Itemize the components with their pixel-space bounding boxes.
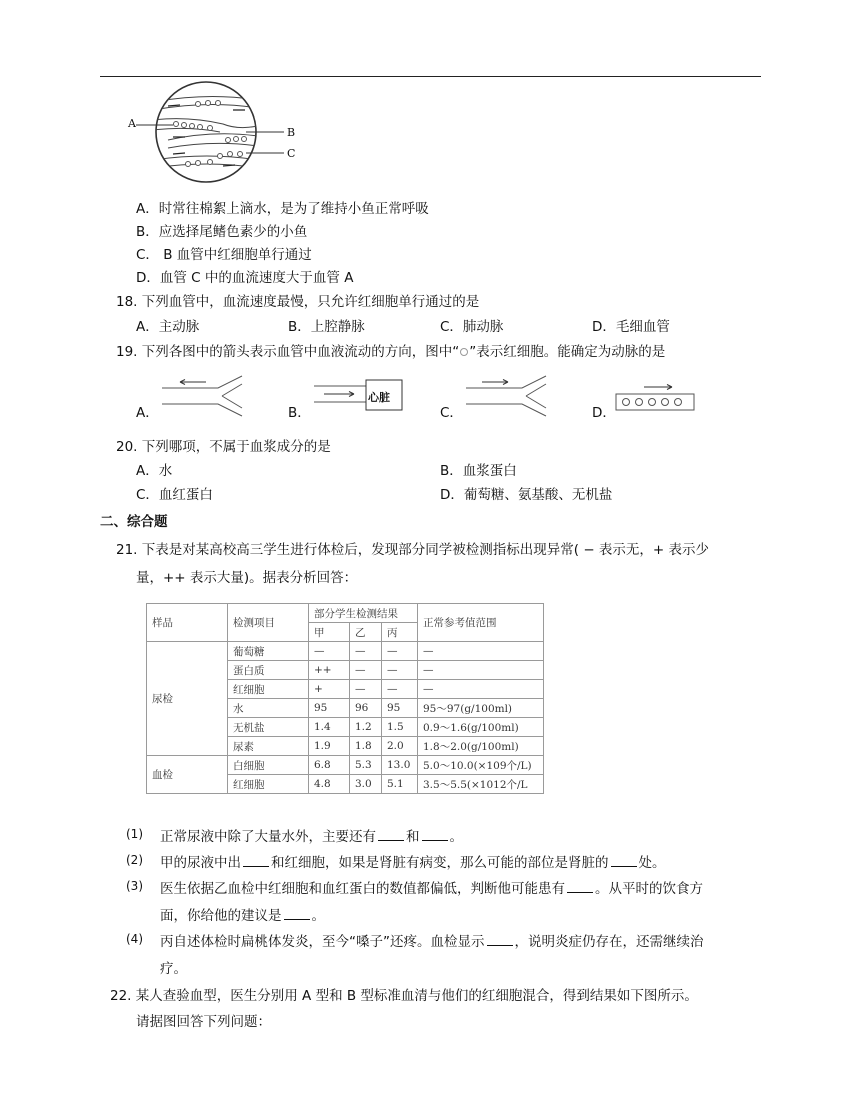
fig-label-c: C bbox=[287, 147, 296, 160]
cell: 无机盐 bbox=[228, 718, 309, 737]
answer-blank[interactable] bbox=[378, 839, 404, 841]
cell: 尿素 bbox=[228, 737, 309, 756]
cell: 红细胞 bbox=[228, 680, 309, 699]
red-cell-icon bbox=[460, 348, 468, 356]
fig-label-b: B bbox=[287, 126, 296, 139]
cell: — bbox=[350, 642, 382, 661]
q21-table bbox=[146, 603, 544, 794]
answer-blank[interactable] bbox=[611, 865, 637, 867]
cell: — bbox=[382, 680, 418, 699]
q21-table-wrap bbox=[146, 603, 544, 794]
cell: 6.8 bbox=[309, 756, 350, 775]
cell: — bbox=[418, 642, 544, 661]
sub2-text-a: 甲的尿液中出 bbox=[160, 855, 241, 871]
cell: — bbox=[350, 661, 382, 680]
q18-stem: 18. 下列血管中，血流速度最慢，只允许红细胞单行通过的是 bbox=[116, 294, 480, 310]
cell: 1.9 bbox=[309, 737, 350, 756]
table-row bbox=[147, 756, 544, 775]
cell: 水 bbox=[228, 699, 309, 718]
cell: 1.5 bbox=[382, 718, 418, 737]
q18-option-d[interactable]: D．毛细血管 bbox=[592, 319, 670, 335]
capillary-figure bbox=[128, 80, 304, 190]
q21-stem-line2: 量，++ 表示大量)。据表分析回答： bbox=[136, 570, 358, 586]
cell: — bbox=[418, 680, 544, 699]
th-ref: 正常参考值范围 bbox=[418, 604, 544, 642]
cell: — bbox=[309, 642, 350, 661]
cell: 95～97(g/100ml) bbox=[418, 699, 544, 718]
answer-blank[interactable] bbox=[284, 918, 310, 920]
answer-blank[interactable] bbox=[422, 839, 448, 841]
table-row bbox=[147, 642, 544, 661]
q18-option-b[interactable]: B．上腔静脉 bbox=[288, 319, 365, 335]
q19-option-b[interactable]: B． bbox=[288, 405, 311, 421]
cell: 2.0 bbox=[382, 737, 418, 756]
cell: — bbox=[382, 642, 418, 661]
group-blood: 血检 bbox=[147, 756, 228, 794]
q19-figure-d bbox=[614, 380, 698, 414]
sub2-text-b: 和红细胞，如果是肾脏有病变，那么可能的部位是肾脏的 bbox=[271, 855, 609, 871]
cell: 95 bbox=[309, 699, 350, 718]
th-results: 部分学生检测结果 bbox=[309, 604, 418, 623]
cell: — bbox=[350, 680, 382, 699]
cell: 1.8 bbox=[350, 737, 382, 756]
table-header-row bbox=[147, 604, 544, 623]
q22-line1: 22. 某人查验血型，医生分别用 A 型和 B 型标准血清与他们的红细胞混合，得到结果如下图所示。 bbox=[110, 988, 698, 1004]
th-sample: 样品 bbox=[147, 604, 228, 642]
th-item: 检测项目 bbox=[228, 604, 309, 642]
cell: 1.2 bbox=[350, 718, 382, 737]
q19-stem-before: 19. 下列各图中的箭头表示血管中血液流动的方向，图中“ bbox=[116, 344, 460, 360]
q20-option-b[interactable]: B．血浆蛋白 bbox=[440, 463, 517, 479]
q19-stem-after: ”表示红细胞。能确定为动脉的是 bbox=[469, 344, 666, 360]
cell: 白细胞 bbox=[228, 756, 309, 775]
q21-stem-line1: 21. 下表是对某高校高三学生进行体检后，发现部分同学被检测指标出现异常( − 表示无，+ 表示少 bbox=[116, 542, 710, 558]
cell: 96 bbox=[350, 699, 382, 718]
cell: 95 bbox=[382, 699, 418, 718]
cell: 3.5～5.5(×1012个/L bbox=[418, 775, 544, 794]
sub-question-4-line2: 疗。 bbox=[160, 961, 187, 977]
sub-num-4: (4) bbox=[126, 932, 143, 946]
answer-blank[interactable] bbox=[243, 865, 269, 867]
th-jia: 甲 bbox=[309, 623, 350, 642]
sub-question-2 bbox=[160, 851, 666, 871]
sub-question-1 bbox=[160, 825, 463, 845]
sub-question-4 bbox=[160, 930, 704, 950]
heart-label: 心脏 bbox=[368, 391, 390, 404]
sub3-text-a: 医生依据乙血检中红细胞和血红蛋白的数值都偏低，判断他可能患有 bbox=[160, 881, 565, 897]
q19-stem bbox=[116, 340, 665, 360]
sub1-text-c: 。 bbox=[449, 829, 463, 845]
q18-option-c[interactable]: C．肺动脉 bbox=[440, 319, 504, 335]
sub3-text-c: 面，你给他的建议是 bbox=[160, 908, 282, 924]
cell: ++ bbox=[309, 661, 350, 680]
th-bing: 丙 bbox=[382, 623, 418, 642]
q20-option-d[interactable]: D．葡萄糖、氨基酸、无机盐 bbox=[440, 487, 613, 503]
cell: 3.0 bbox=[350, 775, 382, 794]
cell: 4.8 bbox=[309, 775, 350, 794]
q20-option-c[interactable]: C．血红蛋白 bbox=[136, 487, 213, 503]
q19-option-a[interactable]: A． bbox=[136, 405, 159, 421]
q22-line2: 请据图回答下列问题： bbox=[136, 1014, 271, 1030]
section-heading: 二、综合题 bbox=[100, 514, 168, 530]
q17-option-a[interactable]: A．时常往棉絮上滴水，是为了维持小鱼正常呼吸 bbox=[136, 201, 429, 217]
q18-option-a[interactable]: A．主动脉 bbox=[136, 319, 200, 335]
group-urine: 尿检 bbox=[147, 642, 228, 756]
cell: 5.1 bbox=[382, 775, 418, 794]
cell: 葡萄糖 bbox=[228, 642, 309, 661]
cell: 1.8～2.0(g/100ml) bbox=[418, 737, 544, 756]
sub4-text-b: ，说明炎症仍存在，还需继续治 bbox=[514, 934, 704, 950]
th-yi: 乙 bbox=[350, 623, 382, 642]
cell: 红细胞 bbox=[228, 775, 309, 794]
cell: 蛋白质 bbox=[228, 661, 309, 680]
sub-question-3 bbox=[160, 877, 703, 897]
sub-num-3: (3) bbox=[126, 879, 143, 893]
q19-figure-b bbox=[310, 376, 406, 416]
answer-blank[interactable] bbox=[567, 891, 593, 893]
cell: — bbox=[382, 661, 418, 680]
cell: 5.3 bbox=[350, 756, 382, 775]
sub1-text-b: 和 bbox=[406, 829, 420, 845]
answer-blank[interactable] bbox=[487, 944, 513, 946]
q20-option-a[interactable]: A．水 bbox=[136, 463, 173, 479]
cell: 1.4 bbox=[309, 718, 350, 737]
q19-figure-c bbox=[462, 374, 550, 418]
cell: + bbox=[309, 680, 350, 699]
q19-figure-a bbox=[158, 374, 246, 418]
q17-option-c[interactable]: C． B 血管中红细胞单行通过 bbox=[136, 247, 312, 263]
sub-num-2: (2) bbox=[126, 853, 143, 867]
sub2-text-c: 处。 bbox=[638, 855, 666, 871]
cell: 0.9～1.6(g/100ml) bbox=[418, 718, 544, 737]
fig-label-a: A bbox=[128, 117, 136, 130]
q19-option-d[interactable]: D． bbox=[592, 405, 616, 421]
header-rule bbox=[100, 76, 761, 77]
q19-option-c[interactable]: C． bbox=[440, 405, 463, 421]
cell: — bbox=[418, 661, 544, 680]
sub3-text-b: 。从平时的饮食方 bbox=[595, 881, 703, 897]
sub-num-1: (1) bbox=[126, 827, 143, 841]
q17-option-b[interactable]: B．应选择尾鳍色素少的小鱼 bbox=[136, 224, 308, 240]
cell: 13.0 bbox=[382, 756, 418, 775]
sub1-text-a: 正常尿液中除了大量水外，主要还有 bbox=[160, 829, 376, 845]
sub4-text-a: 丙自述体检时扁桃体发炎，至今“嗓子”还疼。血检显示 bbox=[160, 934, 485, 950]
q17-option-d[interactable]: D．血管 C 中的血流速度大于血管 A bbox=[136, 270, 354, 286]
sub-question-3-line2 bbox=[160, 904, 325, 924]
sub3-text-d: 。 bbox=[311, 908, 325, 924]
cell: 5.0～10.0(×109个/L) bbox=[418, 756, 544, 775]
q20-stem: 20. 下列哪项，不属于血浆成分的是 bbox=[116, 439, 331, 455]
